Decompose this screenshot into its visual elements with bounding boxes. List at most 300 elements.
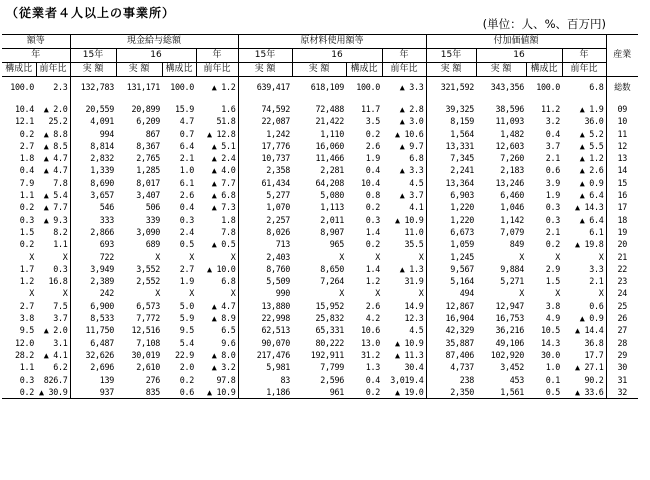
header-year-label: 年: [562, 49, 606, 63]
table-cell: 0.1: [545, 374, 560, 385]
table-cell: 11.7: [361, 104, 380, 114]
table-cell: 30.4: [404, 362, 424, 373]
table-cell: 28.2: [15, 349, 34, 360]
table-cell: X: [375, 288, 380, 299]
table-cell: 0.7: [179, 128, 194, 139]
table-cell: 13,880: [238, 300, 292, 312]
table-cell: 506: [145, 202, 160, 213]
table-cell: 1,245: [426, 251, 476, 263]
table-cell: 6,673: [426, 226, 476, 238]
table-cell: 7,264: [320, 276, 344, 287]
unit-label: (単位：人、%、百万円): [482, 17, 606, 31]
table-row: [2, 312, 638, 324]
table-cell: ▲ 14.4: [575, 325, 604, 336]
table-cell: 2,241: [426, 164, 476, 176]
table-cell: 2,011: [320, 214, 344, 225]
table-cell: 7.9: [19, 177, 34, 188]
table-cell: 6.8: [409, 153, 424, 164]
table-cell: 453: [509, 374, 524, 385]
industry-code-cell: 09: [606, 103, 638, 115]
table-cell: 3.9: [545, 177, 560, 188]
table-cell: X: [62, 288, 68, 299]
table-cell: 90,070: [238, 337, 292, 349]
table-cell: 339: [145, 214, 160, 225]
table-cell: ▲ 4.7: [43, 153, 68, 164]
table-cell: X: [598, 251, 604, 262]
table-cell: 22,998: [238, 312, 292, 324]
table-cell: 102,920: [490, 349, 524, 360]
table-cell: 8,650: [320, 263, 344, 274]
table-cell: 961: [292, 386, 346, 399]
table-cell: ▲ 3.0: [399, 116, 424, 127]
header-year-label: 年: [382, 49, 426, 63]
header-year-15: 15年: [70, 49, 116, 63]
table-cell: 132,783: [70, 77, 116, 98]
table-cell: ▲ 33.6: [562, 386, 606, 399]
header-industry: 産業: [606, 35, 638, 77]
table-cell: 13,246: [495, 177, 524, 188]
industry-code-cell: 12: [606, 140, 638, 152]
table-cell: 835: [116, 386, 162, 399]
table-cell: 83: [238, 374, 292, 386]
table-cell: 39,325: [426, 103, 476, 115]
table-cell: 12,867: [426, 300, 476, 312]
table-cell: 2.3: [53, 82, 68, 92]
table-cell: 20,899: [131, 104, 160, 114]
table-cell: 0.4: [365, 165, 380, 176]
table-cell: 1,059: [426, 238, 476, 250]
table-cell: 0.6: [162, 386, 196, 399]
table-cell: 4.2: [365, 313, 380, 324]
table-cell: 100.0: [170, 82, 194, 92]
table-cell: 0.2: [365, 202, 380, 213]
table-cell: 2.9: [545, 263, 560, 274]
industry-code-cell: 19: [606, 226, 638, 238]
table-cell: 0.3: [365, 214, 380, 225]
table-cell: X: [519, 251, 524, 262]
table-cell: 1.1: [53, 239, 68, 250]
header-composition: 構成比: [346, 63, 382, 77]
table-cell: 30.0: [541, 349, 560, 360]
table-cell: 8,814: [70, 140, 116, 152]
table-cell: 10.4: [361, 177, 380, 188]
table-cell: 2,389: [70, 275, 116, 287]
table-cell: 3,949: [70, 263, 116, 275]
table-row: [2, 140, 638, 152]
table-cell: 100.0: [10, 82, 34, 92]
table-cell: 12.0: [15, 337, 34, 348]
table-cell: 2.4: [179, 226, 194, 237]
header-cash-salary: 現金給与総額: [70, 35, 238, 49]
table-cell: 2,696: [70, 361, 116, 373]
table-cell: 2.1: [545, 226, 560, 237]
table-cell: 5,981: [238, 361, 292, 373]
table-cell: 2,866: [70, 226, 116, 238]
table-cell: ▲ 4.0: [211, 165, 236, 176]
table-cell: 6,460: [500, 190, 524, 201]
industry-code-cell: 32: [606, 386, 638, 399]
table-cell: ▲ 6.4: [579, 214, 604, 225]
table-cell: 0.2: [179, 374, 194, 385]
table-cell: 2.7: [19, 140, 34, 151]
table-cell: 242: [70, 287, 116, 299]
table-cell: 713: [238, 238, 292, 250]
table-cell: 1,339: [70, 164, 116, 176]
table-cell: X: [230, 251, 236, 262]
table-cell: ▲ 11.3: [395, 349, 424, 360]
table-cell: 867: [145, 128, 160, 139]
table-row: [2, 164, 638, 176]
table-cell: 689: [145, 239, 160, 250]
industry-code-cell: 11: [606, 128, 638, 140]
table-cell: 0.4: [545, 128, 560, 139]
table-cell: 6.4: [179, 140, 194, 151]
table-cell: 494: [426, 287, 476, 299]
table-cell: 22.9: [175, 349, 194, 360]
industry-code-cell: 25: [606, 300, 638, 312]
table-cell: 11.2: [541, 104, 560, 114]
header-year: 年: [2, 49, 70, 63]
table-cell: ▲ 5.1: [211, 140, 236, 151]
table-cell: ▲ 6.8: [211, 190, 236, 201]
table-cell: ▲ 10.9: [196, 386, 238, 399]
table-cell: 1,220: [426, 214, 476, 226]
table-cell: 0.4: [179, 202, 194, 213]
table-cell: 2,257: [238, 214, 292, 226]
table-cell: ▲ 7.3: [211, 202, 236, 213]
table-row: [2, 77, 638, 98]
table-cell: 1.5: [545, 276, 560, 287]
table-row: [2, 152, 638, 164]
table-cell: 62,513: [238, 324, 292, 336]
table-cell: 2,281: [320, 165, 344, 176]
header-yoy: 前年比: [36, 63, 70, 77]
table-cell: 6.1: [589, 226, 604, 237]
table-cell: 0.2: [365, 239, 380, 250]
table-cell: 2,350: [426, 386, 476, 399]
table-body: [2, 77, 638, 399]
table-cell: ▲ 6.4: [579, 190, 604, 201]
table-cell: ▲ 1.2: [211, 82, 236, 92]
table-cell: 8,159: [426, 115, 476, 127]
table-cell: 0.5: [526, 386, 562, 399]
table-cell: 6.5: [221, 325, 236, 336]
table-cell: ▲ 1.9: [579, 104, 604, 114]
table-cell: 1,113: [320, 202, 344, 213]
table-cell: 20,559: [70, 103, 116, 115]
table-cell: 5.4: [179, 337, 194, 348]
table-cell: 5,509: [238, 275, 292, 287]
table-cell: 0.8: [365, 190, 380, 201]
industry-code-cell: 21: [606, 251, 638, 263]
table-row: [2, 324, 638, 336]
table-cell: ▲ 10.6: [395, 128, 424, 139]
table-cell: 2,358: [238, 164, 292, 176]
table-cell: 17,776: [238, 140, 292, 152]
table-cell: 7.8: [53, 177, 68, 188]
table-cell: X: [339, 251, 344, 262]
table-cell: 0.3: [19, 214, 34, 225]
table-cell: 217,476: [238, 349, 292, 361]
table-cell: ▲ 9.7: [399, 140, 424, 151]
table-row: [2, 115, 638, 127]
table-cell: 3.3: [589, 263, 604, 274]
table-cell: 7,772: [136, 313, 160, 324]
table-cell: 0.3: [19, 374, 34, 385]
table-cell: 3,452: [500, 362, 524, 373]
table-cell: 0.2: [545, 239, 560, 250]
table-cell: 12.3: [404, 313, 424, 324]
header-actual: 実 額: [292, 63, 346, 77]
table-cell: 3,657: [70, 189, 116, 201]
table-cell: 2.1: [179, 153, 194, 164]
table-cell: 0.6: [545, 165, 560, 176]
table-cell: 13,364: [426, 177, 476, 189]
table-cell: X: [29, 288, 34, 299]
table-cell: X: [375, 251, 380, 262]
table-cell: X: [29, 251, 34, 262]
table-cell: 333: [70, 214, 116, 226]
header-yoy: 前年比: [562, 63, 606, 77]
header-composition: 構成比: [162, 63, 196, 77]
table-cell: 849: [509, 239, 524, 250]
header-year-16: 16: [476, 49, 562, 63]
header-yoy: 前年比: [382, 63, 426, 77]
table-cell: 97.8: [216, 374, 236, 385]
table-cell: ▲ 30.9: [36, 386, 70, 399]
table-cell: 0.2: [2, 386, 36, 399]
statistics-table: [2, 34, 638, 399]
table-cell: 32,626: [70, 349, 116, 361]
table-cell: ▲ 8.0: [211, 349, 236, 360]
table-cell: ▲ 2.6: [579, 165, 604, 176]
table-cell: 1,142: [500, 214, 524, 225]
table-cell: 2.7: [179, 263, 194, 274]
table-cell: ▲ 5.4: [43, 190, 68, 201]
table-cell: 11.0: [404, 226, 424, 237]
table-cell: 1.7: [19, 263, 34, 274]
table-cell: 0.3: [545, 202, 560, 213]
table-cell: 90.2: [584, 374, 604, 385]
header-yoy: 前年比: [196, 63, 238, 77]
table-row: [2, 251, 638, 263]
table-row: [2, 238, 638, 250]
table-cell: 100.0: [536, 82, 560, 92]
table-cell: 1.1: [19, 190, 34, 201]
table-cell: 21,422: [315, 116, 344, 127]
industry-code-cell: 総数: [606, 77, 638, 98]
table-cell: 5.9: [179, 313, 194, 324]
header-actual: 実 額: [70, 63, 116, 77]
table-cell: 6.8: [589, 82, 604, 92]
table-cell: 15.9: [175, 104, 194, 114]
table-cell: 6,487: [70, 337, 116, 349]
table-cell: ▲ 5.2: [579, 128, 604, 139]
table-row: [2, 275, 638, 287]
industry-code-cell: 16: [606, 189, 638, 201]
table-cell: 1,070: [238, 201, 292, 213]
table-cell: 3.7: [545, 140, 560, 151]
table-cell: ▲ 7.7: [211, 177, 236, 188]
table-cell: 14.3: [541, 337, 560, 348]
table-cell: X: [555, 288, 560, 299]
table-cell: ▲ 3.7: [399, 190, 424, 201]
table-cell: 5,164: [426, 275, 476, 287]
table-cell: ▲ 4.1: [43, 349, 68, 360]
table-cell: 3.8: [545, 300, 560, 311]
table-row: [2, 349, 638, 361]
table-cell: 31.9: [404, 276, 424, 287]
table-cell: ▲ 12.8: [207, 128, 236, 139]
table-cell: 639,417: [238, 77, 292, 98]
table-cell: 38,596: [495, 104, 524, 114]
table-cell: X: [155, 288, 160, 299]
table-cell: 192,911: [310, 349, 344, 360]
table-cell: 14.9: [404, 300, 424, 311]
table-cell: 15,952: [315, 300, 344, 311]
table-row: [2, 337, 638, 349]
table-cell: 100.0: [356, 82, 380, 92]
table-cell: 3.2: [545, 116, 560, 127]
table-cell: ▲ 2.0: [43, 325, 68, 336]
table-cell: 9.5: [179, 325, 194, 336]
table-cell: 5,080: [320, 190, 344, 201]
industry-code-cell: 22: [606, 263, 638, 275]
table-cell: 990: [238, 287, 292, 299]
table-cell: 9.6: [221, 337, 236, 348]
table-cell: 61,434: [238, 177, 292, 189]
table-cell: ▲ 4.7: [211, 300, 236, 311]
table-cell: 0.3: [53, 263, 68, 274]
table-cell: 25,832: [315, 313, 344, 324]
table-cell: ▲ 14.3: [575, 202, 604, 213]
table-cell: 1.5: [19, 226, 34, 237]
table-cell: 0.2: [365, 128, 380, 139]
table-row: [2, 128, 638, 140]
table-cell: 2.6: [365, 140, 380, 151]
table-cell: 3.5: [365, 116, 380, 127]
table-cell: ▲ 10.9: [395, 337, 424, 348]
table-cell: 11,466: [315, 153, 344, 164]
industry-code-cell: 20: [606, 238, 638, 250]
table-row: [2, 374, 638, 386]
table-cell: 546: [70, 201, 116, 213]
table-cell: 16,060: [315, 140, 344, 151]
table-cell: 2.0: [179, 362, 194, 373]
table-cell: 1.0: [179, 165, 194, 176]
table-cell: 22,087: [238, 115, 292, 127]
table-cell: 5,277: [238, 189, 292, 201]
table-cell: 1.9: [179, 276, 194, 287]
table-row: [2, 177, 638, 189]
table-cell: 2,403: [238, 251, 292, 263]
table-cell: ▲ 8.5: [43, 140, 68, 151]
table-cell: 4,091: [70, 115, 116, 127]
industry-code-cell: 14: [606, 164, 638, 176]
table-cell: 42,329: [426, 324, 476, 336]
table-cell: 4,737: [426, 361, 476, 373]
table-cell: 2.7: [19, 300, 34, 311]
table-cell: 10.4: [15, 104, 34, 114]
table-cell: 8,760: [238, 263, 292, 275]
table-cell: 1.8: [19, 153, 34, 164]
header-year-15: 15年: [426, 49, 476, 63]
table-row: [2, 263, 638, 275]
table-cell: 30,019: [131, 349, 160, 360]
table-cell: X: [418, 251, 424, 262]
table-cell: 0.3: [545, 214, 560, 225]
table-row: [2, 214, 638, 226]
header-year-label: 年: [196, 49, 238, 63]
table-cell: 0.4: [19, 165, 34, 176]
table-cell: 16.8: [48, 276, 68, 287]
table-cell: ▲ 2.4: [211, 153, 236, 164]
table-cell: ▲ 10.9: [395, 214, 424, 225]
page-title: （従業者４人以上の事業所）: [6, 6, 176, 20]
table-cell: 0.2: [19, 239, 34, 250]
industry-code-cell: 30: [606, 361, 638, 373]
table-cell: 1,561: [476, 386, 526, 399]
table-cell: 8,367: [136, 140, 160, 151]
header-composition: 構成比: [526, 63, 562, 77]
table-cell: 4.1: [409, 202, 424, 213]
table-cell: 6,903: [426, 189, 476, 201]
table-cell: 12,947: [495, 300, 524, 311]
table-cell: 6,900: [70, 300, 116, 312]
header-actual: 実 額: [426, 63, 476, 77]
header-actual: 実 額: [476, 63, 526, 77]
table-cell: ▲ 19.8: [575, 239, 604, 250]
table-cell: 10.6: [361, 325, 380, 336]
table-cell: 276: [145, 374, 160, 385]
table-cell: X: [230, 288, 236, 299]
table-cell: 965: [329, 239, 344, 250]
table-cell: 2,832: [70, 152, 116, 164]
table-cell: ▲ 9.3: [43, 214, 68, 225]
table-cell: 6,573: [136, 300, 160, 311]
table-header: [2, 35, 638, 77]
table-cell: ▲ 0.5: [211, 239, 236, 250]
header-actual: 実 額: [238, 63, 292, 77]
table-cell: 1,482: [500, 128, 524, 139]
table-cell: 80,222: [315, 337, 344, 348]
table-cell: 72,488: [315, 104, 344, 114]
header-value-added: 付加価値額: [426, 35, 606, 49]
table-cell: 0.5: [179, 239, 194, 250]
table-cell: 1.4: [365, 263, 380, 274]
table-cell: 1,564: [426, 128, 476, 140]
table-cell: 3.8: [19, 313, 34, 324]
table-cell: 1,046: [500, 202, 524, 213]
table-cell: ▲ 3.2: [211, 362, 236, 373]
table-cell: 2,596: [320, 374, 344, 385]
table-cell: X: [339, 288, 344, 299]
table-cell: 49,106: [495, 337, 524, 348]
table-cell: 2.1: [589, 276, 604, 287]
table-cell: 0.6: [589, 300, 604, 311]
industry-code-cell: 18: [606, 214, 638, 226]
table-cell: 693: [70, 238, 116, 250]
table-cell: 618,109: [310, 82, 344, 92]
table-cell: 8.2: [53, 226, 68, 237]
table-cell: 2.6: [365, 300, 380, 311]
table-cell: 36.8: [584, 337, 604, 348]
table-cell: 6,209: [136, 116, 160, 127]
table-cell: 51.8: [216, 116, 236, 127]
industry-code-cell: 28: [606, 337, 638, 349]
table-cell: 7.5: [53, 300, 68, 311]
table-cell: 139: [70, 374, 116, 386]
